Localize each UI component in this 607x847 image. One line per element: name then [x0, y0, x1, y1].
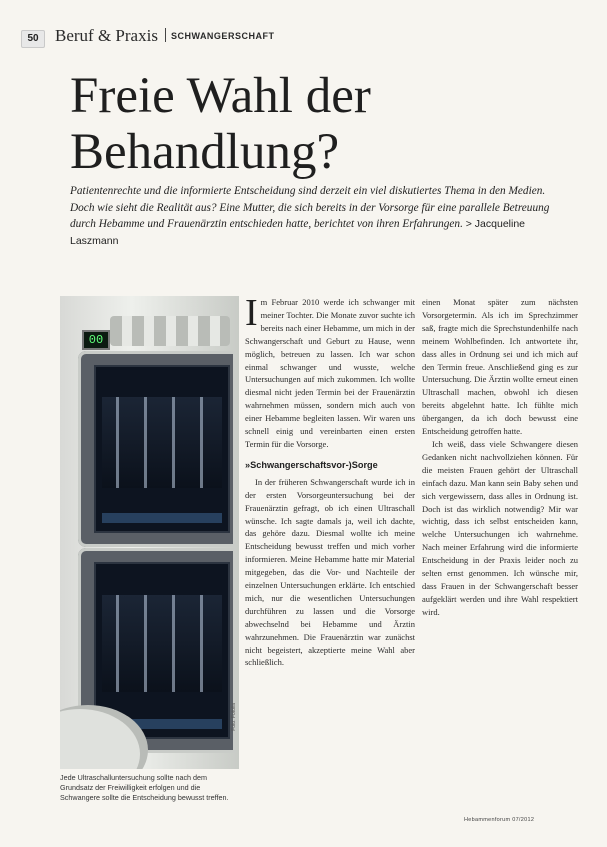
ultrasound-photo [60, 296, 239, 769]
body-paragraph: Ich weiß, dass viele Schwangere diesen Gedanken nicht nachvollziehen können. Für die meisten Frauen gehört der Ultraschall einfach dazu. Man kann sein Baby sehen und sich vergewissern, dass alles in Ordnung ist. Doch ist das wirklich notwendig? Mir war wichtig, dass ich selbst entscheiden kann, welche Untersuchungen ich wahrnehme. Nach meiner Erfahrung wird die informierte Entscheidung in der Praxis leider noch zu selten ernst genommen. Ich wünsche mir, dass Frauen in der Schwangerschaft besser aufgeklärt werden und ihre Wahl respektiert wird. [422, 438, 578, 617]
paragraph-text: m Februar 2010 werde ich schwanger mit meiner Tochter. Die Monate zuvor suchte ich bereits nach einer Hebamme, um mich in der Schwangerschaft und Geburt zu Hause, wenn möglich, betreuen zu lassen. Ich war schon einmal schwanger und wusste, welche Untersuchungen auf mich zukommen. Ich wollte diesmal nicht jeden Termin bei der Frauenärztin wahrnehmen müssen, sondern mich auch von einer Hebamme begleiten lassen. Wir waren uns schnell einig und vereinbarten einen ersten Termin für die Vorsorge. [245, 297, 415, 449]
doppler-waveform-upper [102, 397, 222, 489]
monitor-controls [110, 316, 230, 346]
article-title [70, 68, 490, 180]
doppler-waveform-lower [102, 595, 222, 692]
title-line-1: Freie Wahl der [70, 68, 371, 124]
page-number: 50 [21, 30, 45, 48]
body-paragraph: In der früheren Schwangerschaft wurde ich in der ersten Vorsorgeuntersuchung bei der Frauenärztin gefragt, ob ich einen Ultraschall wünsche. Ich sagte damals ja, weil ich dachte, das gehöre dazu. Diesmal wollte ich meine Entscheidung bewusst treffen und mich vorher informieren. Meine Hebamme hatte mir Material mitgegeben, das die Vor- und Nachteile der einzelnen Untersuchungen erklärte. Ich entschied mich, nur die wesentlichen Untersuchungen durchführen zu lassen und die Vorsorge abwechselnd bei Hebamme und Ärztin wahrzunehmen. Die Frauenärztin war zunächst nicht begeistert, akzeptierte meine Wahl aber schließlich. [245, 476, 415, 668]
monitor-screen-lower [94, 562, 230, 739]
section-subtitle: SCHWANGERSCHAFT [170, 31, 275, 41]
screen-status-bar-upper [102, 513, 222, 523]
monitor-screen-upper [94, 365, 230, 533]
lead-text: Patientenrechte und die informierte Entscheidung sind derzeit ein viel diskutiertes Thema in den Medien. Doch wie sieht die Realität aus? Eine Mutter, die sich bereits in der Vorsorge für eine parallele Betreuung durch Hebamme und Frauenärztin entschieden hatte, berichtet von ihren Erfahrungen. [70, 185, 550, 231]
article-lead [70, 183, 550, 249]
body-paragraph: einen Monat später zum nächsten Vorsorgetermin. Als ich im Sprechzimmer saß, fragte mich die Sprechstundenhilfe nach meinem Wohlbefinden. Ich antwortete ihr, dass alles in Ordnung sei und ich mich auf den Termin freue. Anschließend ging es zur Untersuchung. Die Ärztin wollte erneut einen Ultraschall machen, obwohl ich diesen bereits abgelehnt hatte. Ich fühlte mich übergangen, da ich doch bewusst eine Entscheidung getroffen hatte. [422, 297, 578, 437]
section-title: Beruf & Praxis [55, 26, 158, 45]
body-subheading: »Schwangerschaftsvor-)Sorge [245, 459, 378, 470]
monitor-panel-upper [78, 351, 236, 547]
body-column-2 [422, 296, 578, 619]
monitor-led-display: 00 [82, 330, 110, 350]
title-line-2: Behandlung? [70, 124, 340, 180]
body-paragraph [245, 292, 415, 451]
section-divider [165, 28, 166, 42]
author-byline: > Jacqueline Laszmann [70, 218, 526, 247]
section-header [55, 26, 274, 46]
photo-credit: Foto: Fotolia [231, 703, 237, 731]
magazine-footer: Hebammenforum 07/2012 [464, 817, 535, 823]
drop-cap: I [245, 292, 258, 334]
photo-caption: Jede Ultraschalluntersuchung sollte nach dem Grundsatz der Freiwilligkeit erfolgen und die Schwangere sollte die Entscheidung bewusst treffen. [60, 773, 229, 802]
body-column-1 [245, 292, 415, 669]
